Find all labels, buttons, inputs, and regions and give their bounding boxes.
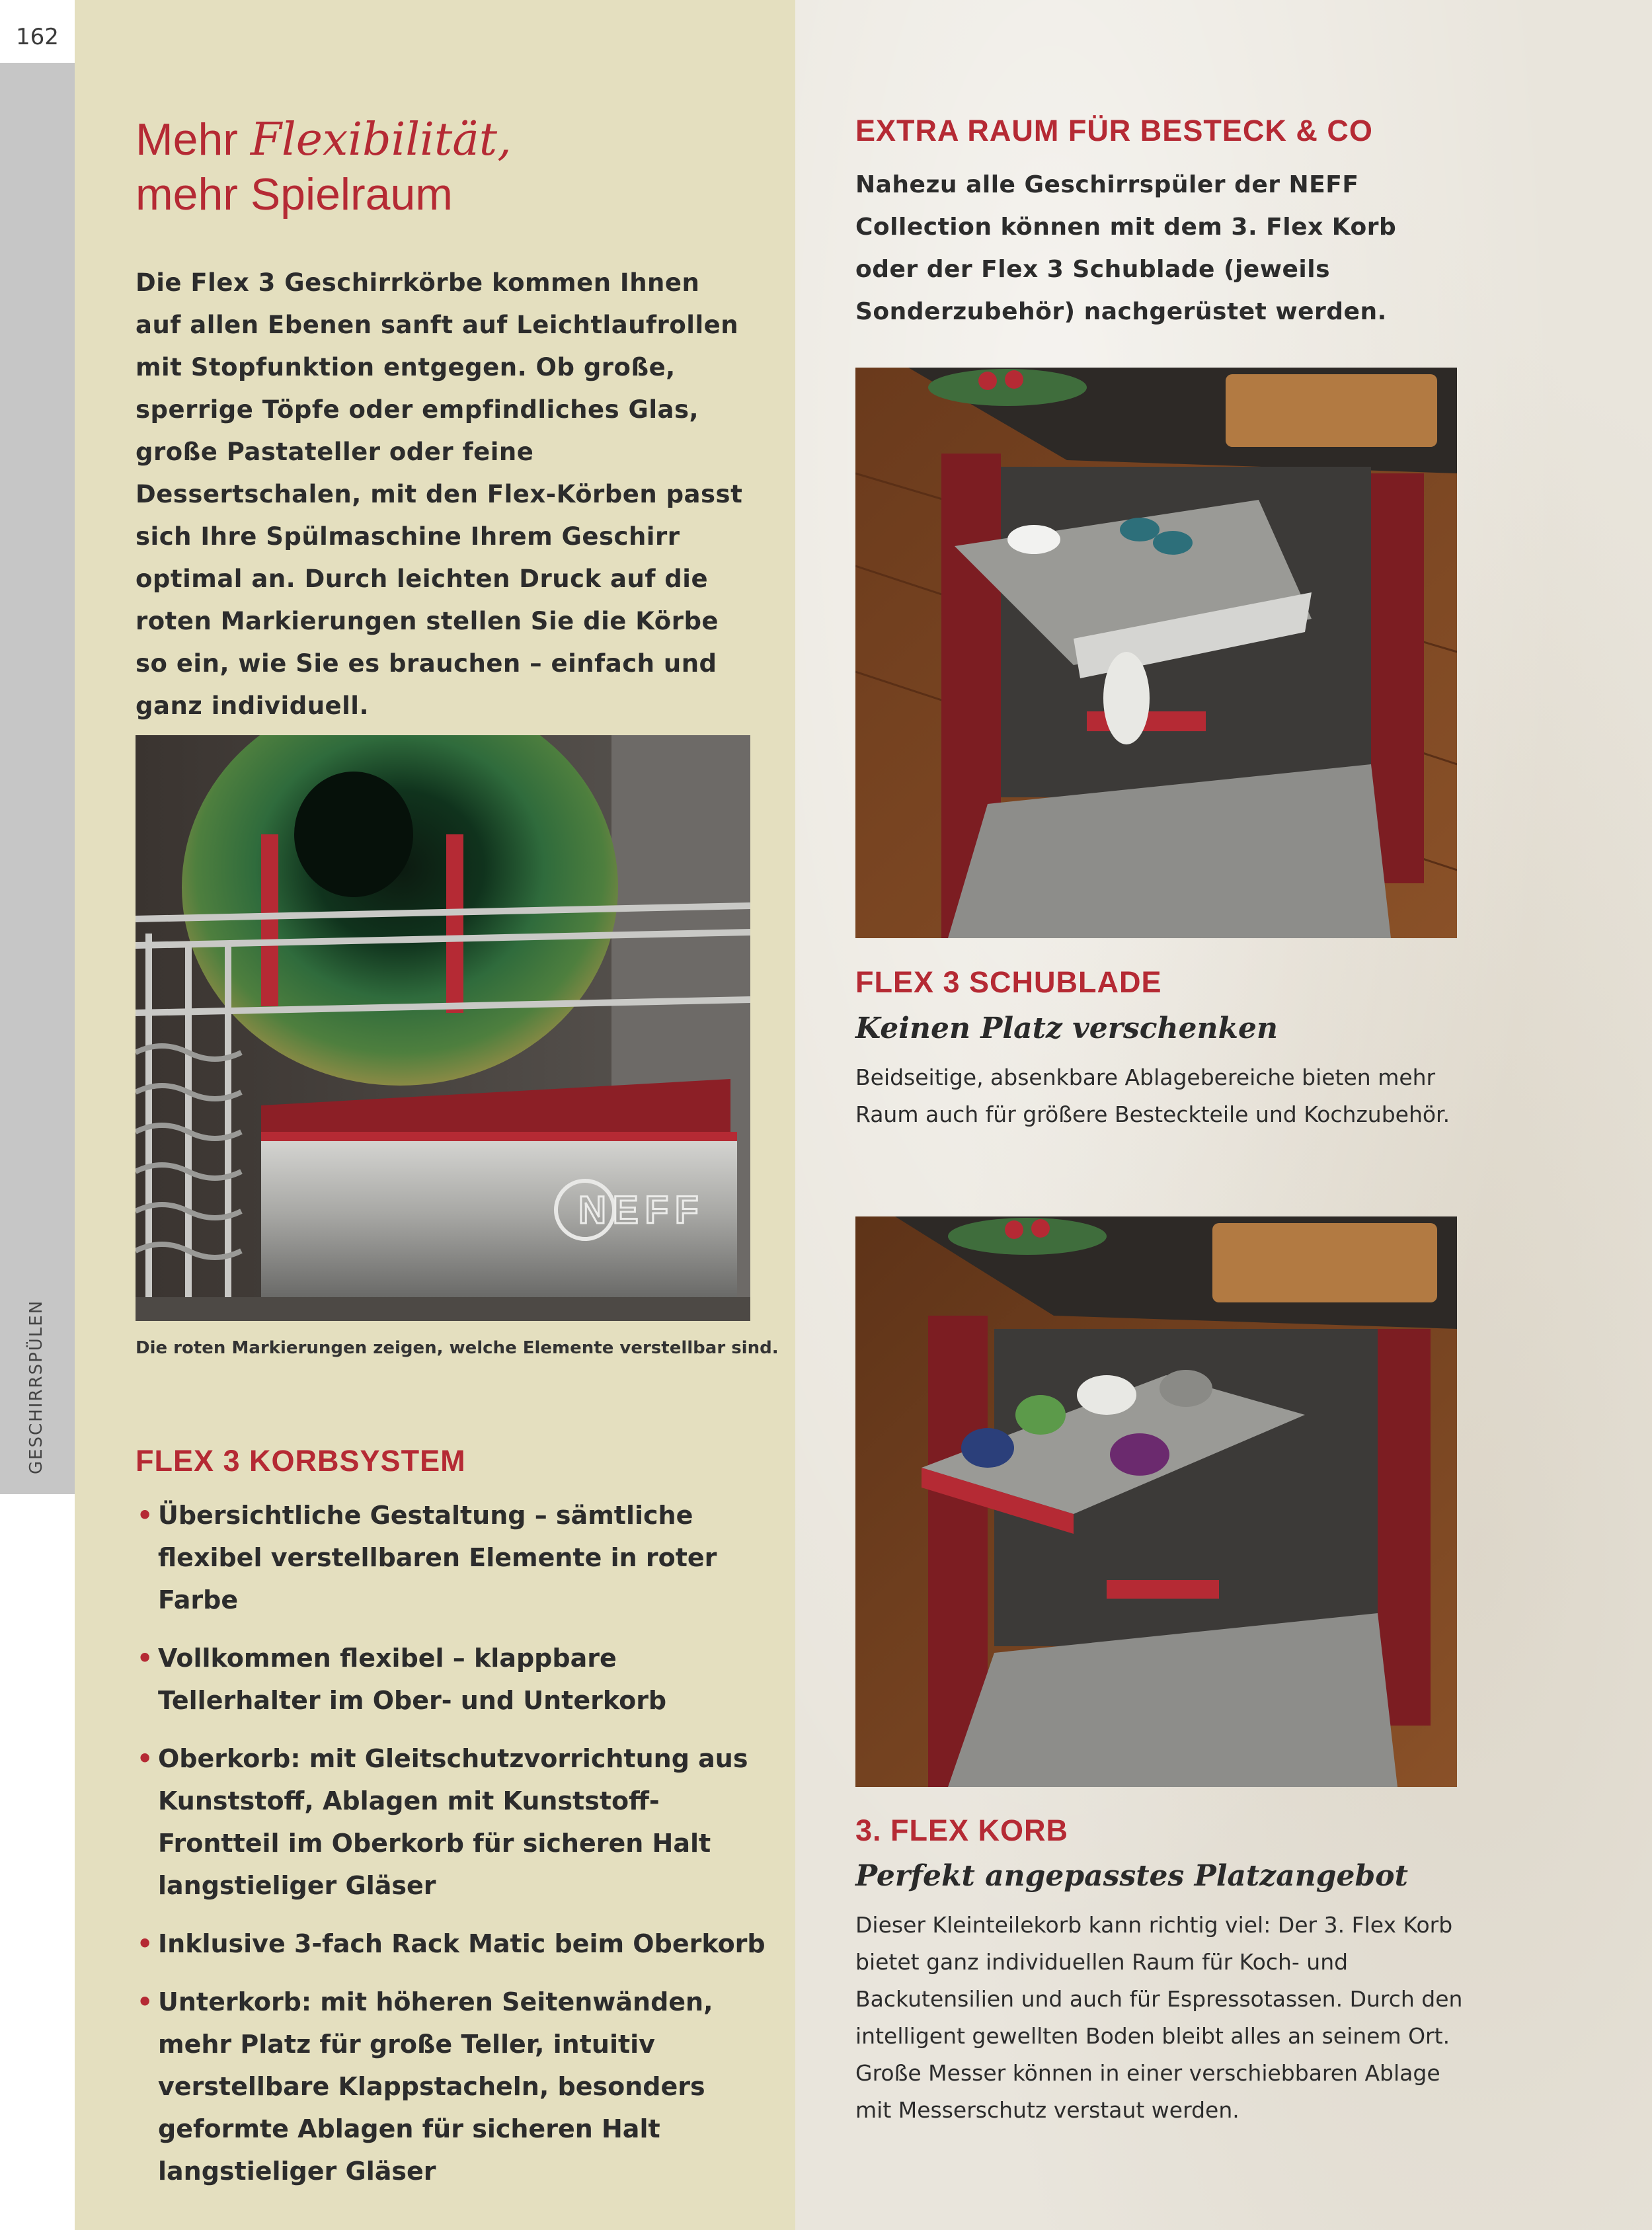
photo-caption: Die roten Markierungen zeigen, welche Elemente verstellbar sind. xyxy=(136,1338,779,1358)
schublade-paragraph: Beidseitige, absenkbare Ablagebereiche bieten mehr Raum auch für größere Besteckteile und Kochzubehör. xyxy=(855,1064,1450,1127)
flex-korb-paragraph: Dieser Kleinteilekorb kann richtig viel: Der 3. Flex Korb bietet ganz individuellen Raum für Koch- und Backutensilien und auch für Espressotassen. Durch den intelligent gewellten Boden bleibt alles an seinem Ort. Große Messer können in einer verschiebbaren Ablage mit Messerschutz verstaut werden. xyxy=(855,1912,1463,2123)
flex-korb-illustration xyxy=(855,1216,1457,1787)
section-label: GESCHIRRSPÜLEN xyxy=(26,1299,46,1474)
feature-list xyxy=(136,1494,770,2208)
neff-logo: NEFF xyxy=(578,1189,705,1232)
list-item-text: Inklusive 3-fach Rack Matic beim Oberkorb xyxy=(158,1929,766,1958)
headline-line-2: mehr Spielraum xyxy=(136,169,453,219)
page-title xyxy=(136,112,770,221)
korbsystem-heading: FLEX 3 KORBSYSTEM xyxy=(136,1444,466,1478)
list-item-text: Unterkorb: mit höheren Seitenwänden, mehr Platz für große Teller, intuitiv verstellbare Klappstacheln, besonders geformte Ablagen für sicheren Halt langstieliger Gläser xyxy=(158,1987,713,2186)
list-item-text: Oberkorb: mit Gleitschutzvorrichtung aus Kunststoff, Ablagen mit Kunststoff-Frontteil im Oberkorb für sicheren Halt langstieliger Gläser xyxy=(158,1744,748,1900)
schublade-illustration xyxy=(855,368,1457,938)
bullet-icon: • xyxy=(137,1644,153,1673)
basket-photo xyxy=(136,735,750,1321)
list-item xyxy=(136,1737,770,1907)
bullet-icon: • xyxy=(137,1929,153,1958)
basket-illustration xyxy=(136,735,750,1321)
schublade-heading: FLEX 3 SCHUBLADE xyxy=(855,965,1162,999)
sidebar-tab xyxy=(0,63,75,1494)
list-item xyxy=(136,1494,770,1621)
intro-paragraph: Die Flex 3 Geschirrkörbe kommen Ihnen auf allen Ebenen sanft auf Leichtlaufrollen mit Stopfunktion entgegen. Ob große, sperrige Töpfe oder empfindliches Glas, große Pastateller oder feine Dessertschalen, mit den Flex-Körben passt sich Ihre Spülmaschine Ihrem Geschirr optimal an. Durch leichten Druck auf die roten Markierungen stellen Sie die Körbe so ein, wie Sie es brauchen – einfach und ganz individuell. xyxy=(136,268,743,720)
extra-heading: EXTRA RAUM FÜR BESTECK & CO xyxy=(855,114,1373,147)
list-item xyxy=(136,1923,770,1965)
list-item-text: Vollkommen flexibel – klappbare Tellerhalter im Ober- und Unterkorb xyxy=(158,1644,667,1715)
extra-paragraph: Nahezu alle Geschirrspüler der NEFF Collection können mit dem 3. Flex Korb oder der Flex 3 Schublade (jeweils Sonderzubehör) nachgerüstet werden. xyxy=(855,171,1397,325)
list-item-text: Übersichtliche Gestaltung – sämtliche flexibel verstellbaren Elemente in roter Farbe xyxy=(158,1501,717,1614)
headline-italic: Flexibilität, xyxy=(250,114,512,166)
flex-korb-heading: 3. FLEX KORB xyxy=(855,1813,1069,1847)
flex-korb-photo xyxy=(855,1216,1457,1787)
flex-korb-subheading: Perfekt angepasstes Platzangebot xyxy=(855,1859,1408,1893)
bullet-icon: • xyxy=(137,1744,153,1773)
list-item xyxy=(136,1981,770,2192)
headline-plain: Mehr xyxy=(136,114,251,165)
bullet-icon: • xyxy=(137,1501,153,1530)
page-number: 162 xyxy=(16,24,59,50)
list-item xyxy=(136,1637,770,1722)
schublade-subheading: Keinen Platz verschenken xyxy=(855,1012,1278,1045)
bullet-icon: • xyxy=(137,1987,153,2016)
schublade-photo xyxy=(855,368,1457,938)
